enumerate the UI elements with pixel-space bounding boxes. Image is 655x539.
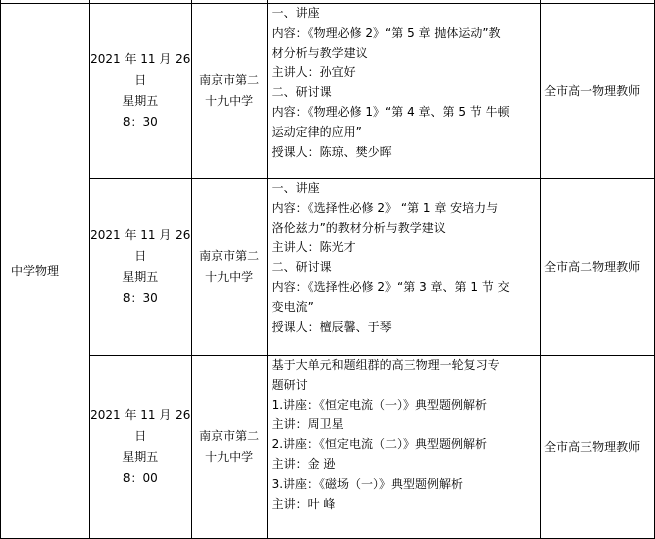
date-text: 2021 年 11 月 26 xyxy=(90,52,191,66)
content-line: 题研讨 xyxy=(271,377,308,392)
time-text: 8：30 xyxy=(122,291,158,305)
content-line: 内容：《选择性必修 2》“第 3 章、第 1 节 交 xyxy=(271,279,510,294)
content-line: 洛伦兹力”的教材分析与教学建议 xyxy=(271,220,446,235)
place-line-2: 十九中学 xyxy=(205,94,254,108)
content-line: 1.讲座：《恒定电流（一）》典型题例解析 xyxy=(271,397,488,412)
content-cell xyxy=(267,179,541,356)
content-line: 运动定律的应用” xyxy=(271,124,362,139)
date-day-suffix: 日 xyxy=(134,249,147,263)
content-line: 二、研讨课 xyxy=(271,260,332,275)
content-line: 基于大单元和题组群的高三物理一轮复习专 xyxy=(271,358,500,372)
content-cell xyxy=(267,356,541,539)
date-text: 2021 年 11 月 26 xyxy=(90,228,191,242)
time-text: 8：30 xyxy=(122,115,158,129)
content-line: 内容：《物理必修 2》“第 5 章 抛体运动”教 xyxy=(271,25,501,40)
audience-cell: 全市高三物理教师 xyxy=(541,356,655,539)
content-line: 主讲：金 逊 xyxy=(271,456,336,471)
place-line-2: 十九中学 xyxy=(205,450,254,464)
date-day-suffix: 日 xyxy=(134,73,147,87)
place-line-1: 南京市第二 xyxy=(199,429,260,443)
table-row xyxy=(1,4,655,179)
date-cell xyxy=(89,4,191,179)
content-line: 内容：《物理必修 1》“第 4 章、第 5 节 牛顿 xyxy=(271,104,510,119)
weekday-text: 星期五 xyxy=(122,450,159,464)
weekday-text: 星期五 xyxy=(122,94,159,108)
content-line: 变电流” xyxy=(271,299,314,314)
audience-cell: 全市高一物理教师 xyxy=(541,4,655,179)
date-day-suffix: 日 xyxy=(134,429,147,443)
content-line: 3.讲座：《磁场（一）》典型题例解析 xyxy=(271,476,464,491)
table-row xyxy=(1,179,655,356)
weekday-text: 星期五 xyxy=(122,270,159,284)
content-line: 授课人：檀辰馨、于琴 xyxy=(271,319,392,334)
place-cell xyxy=(191,179,267,356)
content-line: 一、讲座 xyxy=(271,6,320,20)
content-line: 一、讲座 xyxy=(271,181,320,195)
time-text: 8：00 xyxy=(122,471,158,485)
content-line: 授课人：陈琼、樊少晖 xyxy=(271,144,392,159)
content-line: 主讲：叶 峰 xyxy=(271,496,336,511)
place-line-1: 南京市第二 xyxy=(199,249,260,263)
audience-cell: 全市高二物理教师 xyxy=(541,179,655,356)
content-line: 主讲人：孙宜好 xyxy=(271,65,356,80)
content-line: 内容：《选择性必修 2》 “第 1 章 安培力与 xyxy=(271,200,499,215)
date-text: 2021 年 11 月 26 xyxy=(90,408,191,422)
date-cell xyxy=(89,356,191,539)
subject-cell: 中学物理 xyxy=(1,4,90,539)
content-line: 2.讲座：《恒定电流（二）》典型题例解析 xyxy=(271,437,488,452)
place-cell xyxy=(191,356,267,539)
content-line: 二、研讨课 xyxy=(271,85,332,100)
place-line-2: 十九中学 xyxy=(205,270,254,284)
table-row xyxy=(1,356,655,539)
content-line: 主讲：周卫星 xyxy=(271,417,344,432)
content-cell xyxy=(267,4,541,179)
place-cell xyxy=(191,4,267,179)
place-line-1: 南京市第二 xyxy=(199,73,260,87)
date-cell xyxy=(89,179,191,356)
content-line: 主讲人：陈光才 xyxy=(271,240,356,255)
content-line: 材分析与教学建议 xyxy=(271,45,368,60)
